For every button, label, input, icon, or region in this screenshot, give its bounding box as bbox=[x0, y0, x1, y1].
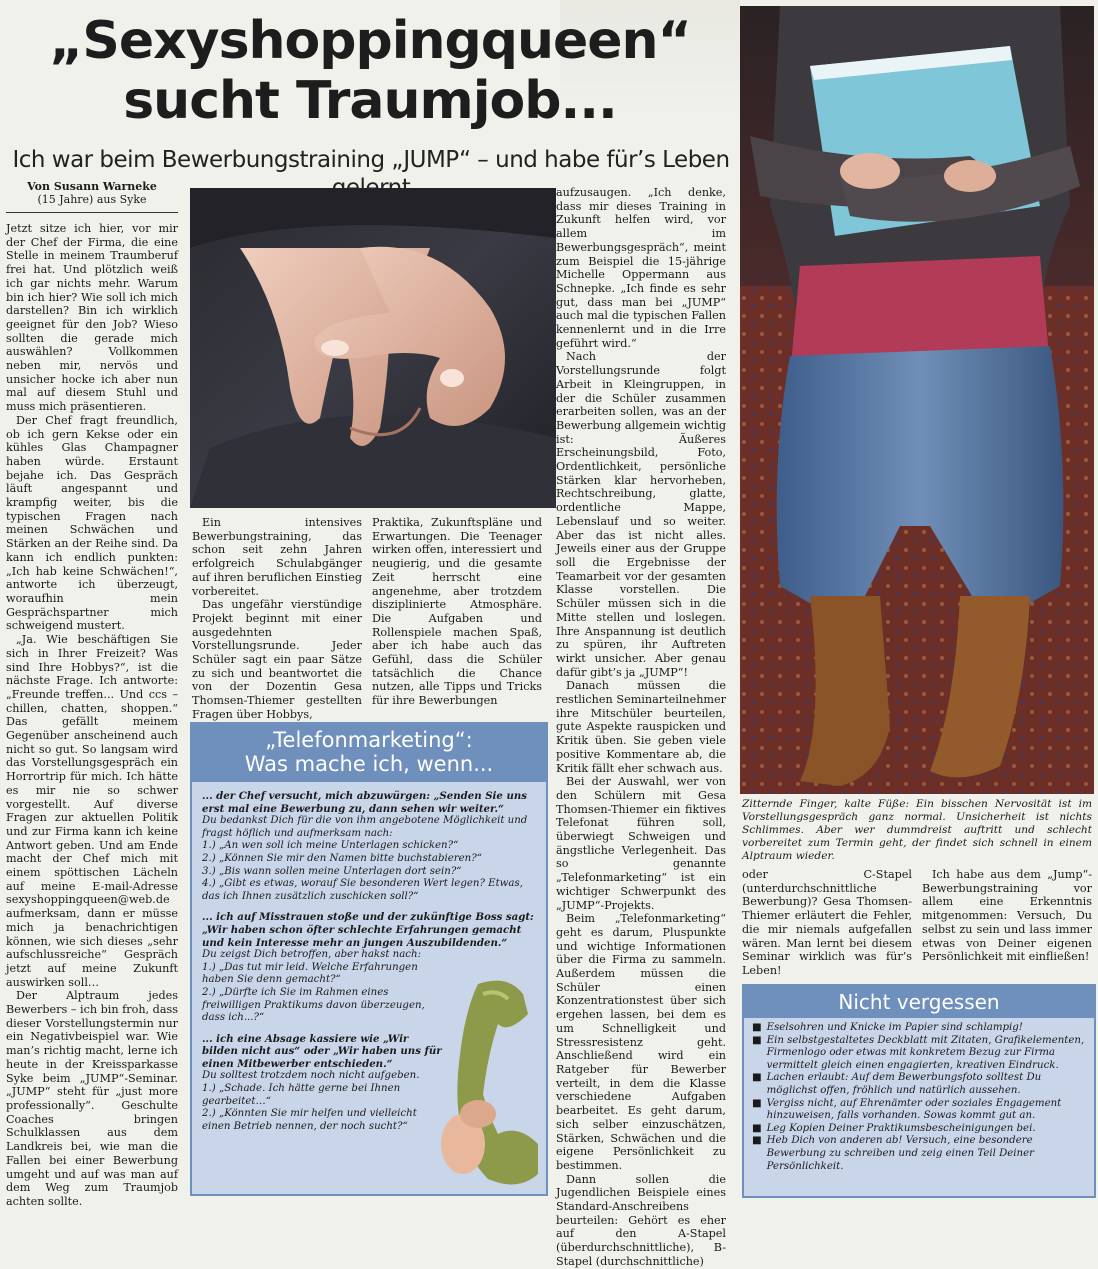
nicht-vergessen-header: Nicht vergessen bbox=[744, 986, 1094, 1018]
list-item bbox=[752, 1072, 1086, 1097]
list-item-text: Lachen erlaubt: Auf dem Bewerbungsfoto solltest Du möglichst offen, fröhlich und natürlich aussehen. bbox=[766, 1072, 1042, 1096]
bullet-icon: ■ bbox=[752, 1022, 762, 1033]
paragraph: aufzusaugen. „Ich denke, dass mir dieses Training in Zukunft helfen wird, vor allem im Bewerbungsgespräch“, meint zum Beispiel die 15-jährige Michelle Oppermann aus Schnepke. „Ich finde es sehr gut, dass man bei „JUMP“ auch mal die typischen Fallen kennenlernt und in die Irre geführt wird.“ bbox=[556, 186, 726, 350]
article-column-3 bbox=[372, 516, 542, 714]
person-photo bbox=[740, 6, 1094, 794]
scenario-2-heading: ... ich auf Misstrauen stoße und der zukünftige Boss sagt: „Wir haben schon öfter schlechte Erfahrungen gemacht und kein Interesse mehr an jungen Auszubildenden.“ bbox=[202, 911, 534, 949]
photo-caption: Zitternde Finger, kalte Füße: Ein bisschen Nervosität ist im Vorstellungsgespräch ganz normal. Unsicherheit ist nichts Schlimmes. Aber wer dummdreist auftritt und schlecht vorbereitet zum Termin geht, der findet sich schnell in einem Alptraum wieder. bbox=[742, 798, 1092, 862]
scenario-1-item: 3.) „Bis wann sollen meine Unterlagen dort sein?“ bbox=[202, 865, 462, 877]
paragraph: „Ja. Wie beschäftigen Sie sich in Ihrer Freizeit? Was sind Ihre Hobbys?“, ist die nächste Frage. Ich antworte: „Freunde treffen... Und ccs – chillen, chatten, shoppen.“ Das gefällt meinem Gegenüber anscheinend auch nicht so gut. So langsam wird das Vorstellungsgespräch ein Horrortrip für mich. Ich hätte es mir nie so schwer vorgestellt. Auf diverse Fragen zur aktuellen Politik und zur Firma kann ich keine Antwort geben. Und am Ende macht der Chef mich mit einem spöttischen Lächeln auf meine E-mail-Adresse sexyshoppingqueen@web.de aufmerksam, dann er müsse mich ja benachrichtigen können, wie sich dieses „sehr aufschlussreiche“ Gespräch jetzt auf meine Zukunft auswirken soll… bbox=[6, 633, 178, 989]
byline-info: (15 Jahre) aus Syke bbox=[37, 193, 147, 206]
byline-author: Von Susann Warneke bbox=[27, 180, 157, 193]
paragraph: Dann sollen die Jugendlichen Beispiele eines Standard-Anschreibens beurteilen: Gehört es eher auf den A-Stapel (überdurchschnittliche), B-Stapel (durchschnittliche) bbox=[556, 1172, 726, 1268]
nicht-vergessen-box bbox=[742, 984, 1096, 1198]
telefonmarketing-box bbox=[190, 722, 548, 1196]
list-item bbox=[752, 1035, 1086, 1073]
hands-photo bbox=[190, 188, 556, 508]
article-column-2 bbox=[192, 516, 362, 721]
headline-line1: „Sexyshoppingqueen“ bbox=[49, 11, 691, 71]
list-item-text: Vergiss nicht, auf Ehrenämter oder soziales Engagement hinzuweisen, falls vorhanden. Sowas kommt gut an. bbox=[766, 1097, 1062, 1122]
list-item bbox=[752, 1022, 1086, 1035]
list-item bbox=[752, 1123, 1086, 1136]
scenario-1-item: 2.) „Können Sie mir den Namen bitte buchstabieren?“ bbox=[202, 852, 482, 864]
bullet-icon: ■ bbox=[752, 1097, 762, 1109]
byline bbox=[6, 180, 178, 206]
paragraph: Beim „Telefonmarketing“ geht es darum, Pluspunkte und wichtige Informationen über die Firma zu sammeln. Außerdem müssen die Schüler einen Konzentrationstest über sich ergehen lassen, bei dem es um Schnelligkeit und Stressresistenz geht. Anschließend wird ein Ratgeber für Bewerber verteilt, in dem die Klasse verschiedene Aufgaben bearbeitet. Es geht darum, sich selber einzuschätzen, Stärken, Schwächen und die eigene Persönlichkeit zu bestimmen. bbox=[556, 912, 726, 1172]
hands-image bbox=[190, 188, 556, 508]
headline-subtitle: Ich war beim Bewerbungstraining „JUMP“ – und habe für’s Leben bbox=[12, 147, 730, 173]
article-column-4 bbox=[556, 186, 726, 1268]
paragraph: Bei der Auswahl, wer von den Schülern mit Gesa Thomsen-Thiemer ein fiktives Telefonat führen soll, überwiegt Schweigen und ängstliche Verlegenheit. Das so genannte „Telefonmarketing“ ist ein wichtiger Schwerpunkt des „JUMP“-Projekts. bbox=[556, 775, 726, 912]
headline-line2: sucht Traumjob... bbox=[123, 71, 617, 131]
article-column-5 bbox=[742, 868, 912, 977]
paragraph: oder C-Stapel (unterdurchschnittliche Bewerbung)? Gesa Thomsen-Thiemer erläutert die Fehler, die mir niemals aufgefallen wären. Man lernt bei diesem Seminar wirklich was für’s Leben! bbox=[742, 868, 912, 977]
scenario-2-item: 1.) „Das tut mir leid. Welche Erfahrungen haben Sie denn gemacht?“ bbox=[202, 961, 418, 986]
paragraph: Ich habe aus dem „Jump“-Bewerbungstraining vor allem eine Erkenntnis mitgenommen: Versuch, Du selbst zu sein und lass immer etwas von Deiner eigenen Persönlichkeit mit einfließen! bbox=[922, 868, 1092, 964]
nicht-vergessen-list bbox=[744, 1018, 1094, 1173]
scenario-3-heading: ... ich eine Absage kassiere wie „Wir bilden nicht aus“ oder „Wir haben uns für einen Mitbewerber entschieden.“ bbox=[202, 1032, 442, 1070]
scenario-1-heading: ... der Chef versucht, mich abzuwürgen: „Senden Sie uns erst mal eine Bewerbung zu, dann sehen wir weiter.“ bbox=[202, 790, 528, 815]
scenario-1-item: 4.) „Gibt es etwas, worauf Sie besonderen Wert legen? Etwas, das ich Ihnen zusätzlich zuschicken soll?“ bbox=[202, 878, 523, 902]
list-item-text: Ein selbstgestaltetes Deckblatt mit Zitaten, Grafikelementen, Firmenlogo oder etwas mit konkretem Bezug zur Firma vermittelt gleich einen engagierten, kreativen Eindruck. bbox=[766, 1034, 1085, 1071]
list-item bbox=[752, 1098, 1086, 1123]
telefonmarketing-subtitle: Was mache ich, wenn... bbox=[244, 752, 494, 776]
paragraph: Ein intensives Bewerbungstraining, das schon seit zehn Jahren erfolgreich Schulabgänger auf ihren beruflichen Einstieg vorbereitet. bbox=[192, 516, 362, 598]
paragraph: Das ungefähr vierstündige Projekt beginnt mit einer ausgedehnten Vorstellungsrunde. Jeder Schüler sagt ein paar Sätze zu sich und beantwortet die von der Dozentin Gesa Thomsen-Thiemer gestellten Fragen über Hobbys, bbox=[192, 598, 362, 721]
person-image bbox=[740, 6, 1094, 794]
scenario-2-intro: Du zeigst Dich betroffen, aber hakst nach: bbox=[202, 949, 422, 961]
paragraph: Danach müssen die restlichen Seminarteilnehmer ihre Mitschüler beurteilen, gute Aspekte rauspicken und Kritik üben. Sie geben viele positive Kommentare ab, die Kritik fällt eher schwach aus. bbox=[556, 679, 726, 775]
telephone-receiver-image bbox=[438, 974, 546, 1192]
bullet-icon: ■ bbox=[752, 1135, 762, 1147]
scenario-3-item: 1.) „Schade. Ich hätte gerne bei Ihnen gearbeitet…“ bbox=[202, 1083, 401, 1107]
list-item-text: Heb Dich von anderen ab! Versuch, eine besondere Bewerbung zu schreiben und zeig einen Teil Deiner Persönlichkeit. bbox=[766, 1135, 1035, 1172]
bullet-icon: ■ bbox=[752, 1072, 762, 1084]
paragraph: Nach der Vorstellungsrunde folgt Arbeit in Kleingruppen, in der die Schüler zusammen erarbeiten sollen, was an der Bewerbung allgemein wichtig ist: Äußeres Erscheinungsbild, Foto, Ordentlichkeit, persönliche Stärken klar hervorheben, Rechtschreibung, glatte, ordentliche Mappe, Lebenslauf und so weiter. Aber das ist nicht alles. Jeweils einer aus der Gruppe soll die Ergebnisse der Teamarbeit vor der gesamten Klasse vorstellen. Die Schüler müssen sich in die Mitte stellen und loslegen. Ihre Anspannung ist deutlich zu spüren, ihr Auftreten wirkt unsicher. Aber genau dafür gibt’s ja „JUMP“! bbox=[556, 350, 726, 679]
byline-rule bbox=[6, 212, 178, 213]
list-item bbox=[752, 1135, 1086, 1173]
scenario-3-intro: Du solltest trotzdem noch nicht aufgeben. bbox=[202, 1070, 420, 1082]
list-item-text: Leg Kopien Deiner Praktikumsbescheinigungen bei. bbox=[766, 1122, 1036, 1134]
scenario-1-item: 1.) „An wen soll ich meine Unterlagen schicken?“ bbox=[202, 840, 459, 852]
scenario-2-item: 2.) „Dürfte ich Sie im Rahmen eines freiwilligen Praktikums davon überzeugen, dass ich...?“ bbox=[202, 986, 425, 1024]
paragraph: Praktika, Zukunftspläne und Erwartungen. Die Teenager wirken offen, interessiert und neugierig, und die gesamte Zeit herrscht eine angenehme, aber trotzdem disziplinierte Atmosphäre. Die Aufgaben und Rollenspiele machen Spaß, aber ich habe auch das Gefühl, dass die Schüler tatsächlich die Chance nutzen, alle Tipps und Tricks für ihre Bewerbungen bbox=[372, 516, 542, 708]
paragraph: Der Chef fragt freundlich, ob ich gern Kekse oder ein kühles Glas Champagner haben würde. Erstaunt bejahe ich. Das Gespräch läuft angespannt und krampfig weiter, bis die typischen Fragen nach meinen Schwächen und Stärken an der Reihe sind. Da kann ich endlich punkten: „Ich hab keine Schwächen!“, antworte ich überzeugt, woraufhin mein Gesprächspartner mich schweigend mustert. bbox=[6, 413, 178, 633]
article-column-1 bbox=[6, 222, 178, 1208]
list-item-text: Eselsohren und Knicke im Papier sind schlampig! bbox=[766, 1022, 1023, 1033]
telefonmarketing-title: „Telefonmarketing“: bbox=[265, 728, 473, 752]
bullet-icon: ■ bbox=[752, 1122, 762, 1134]
scenario-3-item: 2.) „Könnten Sie mir helfen und vielleicht einen Betrieb nennen, der noch sucht?“ bbox=[202, 1108, 417, 1132]
paragraph: Der Alptraum jedes Bewerbers – ich bin froh, dass dieser Vorstellungstermin nur ein Negativbeispiel war. Wie man’s richtig macht, lerne ich heute in der Kreissparkasse Syke beim „JUMP“-Seminar. „JUMP“ steht für „just more professionally“. Geschulte Coaches bringen Schulklassen aus dem Landkreis bei, wie man die Fallen bei einer Bewerbung umgeht und auf was man auf dem Weg zum Traumjob achten sollte. bbox=[6, 989, 178, 1208]
article-column-6 bbox=[922, 868, 1092, 968]
telefonmarketing-box-header bbox=[192, 724, 546, 782]
paragraph: Jetzt sitze ich hier, vor mir der Chef der Firma, die eine Stelle in meinem Traumberuf frei hat. Und plötzlich weiß ich gar nichts mehr. Warum bin ich hier? Wie soll ich mich darstellen? Bin ich wirklich geeignet für den Job? Wieso sollten die gerade mich auswählen? Vollkommen neben mir, nervös und unsicher hocke ich aber nun mal auf diesem Stuhl und muss mich präsentieren. bbox=[6, 222, 178, 414]
scenario-1-intro: Du bedankst Dich für die von ihm angebotene Möglichkeit und fragst höflich und aufmerksam nach: bbox=[202, 815, 528, 839]
bullet-icon: ■ bbox=[752, 1034, 762, 1046]
